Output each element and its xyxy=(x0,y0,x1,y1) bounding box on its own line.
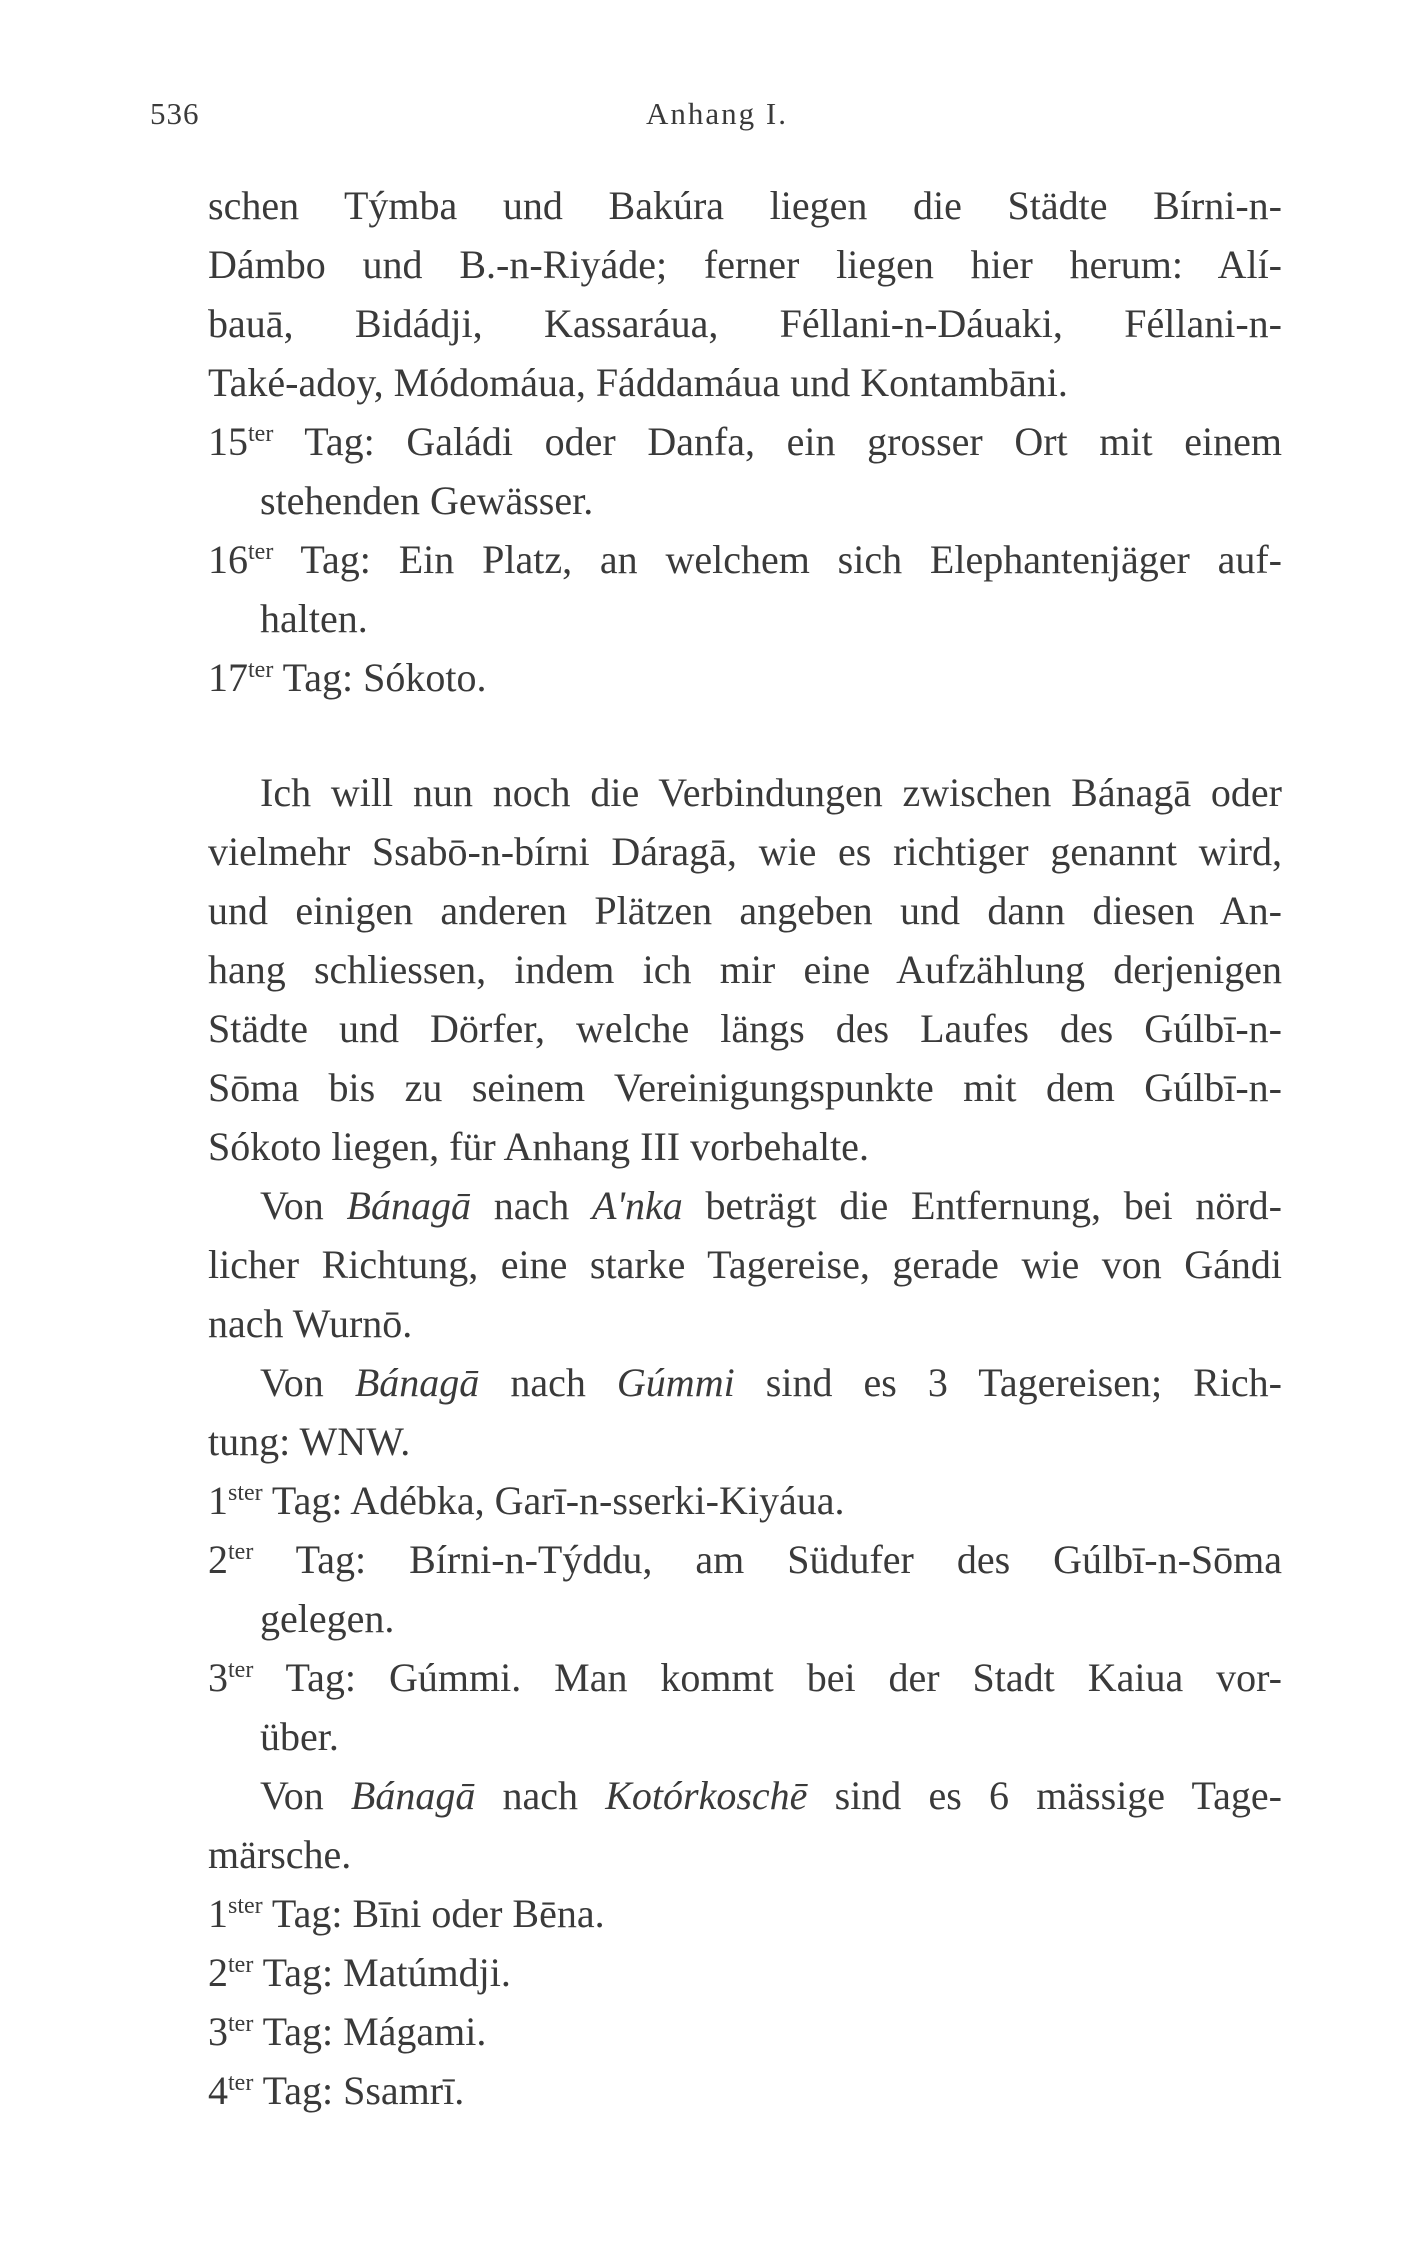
itinerary-entry-day-1 xyxy=(208,1884,1282,1943)
day-number: 15 xyxy=(208,419,248,464)
text-line: stehenden Gewässer. xyxy=(260,478,594,523)
entry-text: Tag: Gúmmi. Man kommt bei der Stadt Kaiua vor- xyxy=(253,1655,1282,1700)
ordinal-suffix: ter xyxy=(228,1539,254,1565)
itinerary-entry-day-16 xyxy=(208,530,1282,589)
entry-text: Tag: Adébka, Garī-n-sserki-Kiyáua. xyxy=(262,1478,845,1523)
ordinal-suffix: ster xyxy=(228,1893,263,1919)
text-line: gelegen. xyxy=(260,1596,395,1641)
text-line: licher Richtung, eine starke Tagereise, gerade wie von Gándi xyxy=(208,1242,1282,1287)
text-line: und einigen anderen Plätzen angeben und dann diesen An- xyxy=(208,888,1282,933)
entry-text: Tag: Sókoto. xyxy=(273,655,487,700)
day-number: 2 xyxy=(208,1950,228,1995)
ordinal-suffix: ter xyxy=(248,421,274,447)
entry-text: Tag: Bīni oder Bēna. xyxy=(262,1891,605,1936)
text-run: nach xyxy=(470,1183,593,1228)
text-run: Von xyxy=(260,1773,351,1818)
itinerary-entry-day-4 xyxy=(208,2061,1282,2120)
text-line: Také-adoy, Módomáua, Fáddamáua und Kontambāni. xyxy=(208,360,1068,405)
itinerary-entry-day-3 xyxy=(208,1648,1282,1707)
place-name: Kotórkoschē xyxy=(605,1773,808,1818)
day-number: 3 xyxy=(208,1655,228,1700)
ordinal-suffix: ster xyxy=(228,1480,263,1506)
entry-text: Tag: Matúmdji. xyxy=(253,1950,511,1995)
day-number: 16 xyxy=(208,537,248,582)
text-line: bauā, Bidádji, Kassaráua, Féllani-n-Dáuaki, Féllani-n- xyxy=(208,301,1282,346)
place-name: Bánagā xyxy=(346,1183,471,1228)
entry-text: Tag: Bírni-n-Týddu, am Südufer des Gúlbī-n-Sōma xyxy=(253,1537,1282,1582)
text-run: sind es 3 Tagereisen; Rich- xyxy=(734,1360,1282,1405)
text-run: nach xyxy=(479,1360,617,1405)
day-number: 2 xyxy=(208,1537,228,1582)
text-run: Von xyxy=(260,1360,355,1405)
text-run: beträgt die Entfernung, bei nörd- xyxy=(682,1183,1283,1228)
text-run: sind es 6 mässige Tage- xyxy=(807,1773,1282,1818)
itinerary-entry-day-1 xyxy=(208,1471,1282,1530)
day-number: 3 xyxy=(208,2009,228,2054)
text-line: schen Týmba und Bakúra liegen die Städte Bírni-n- xyxy=(208,183,1282,228)
route-heading-kotorkosche xyxy=(208,1766,1282,1825)
entry-text: Tag: Galádi oder Danfa, ein grosser Ort mit einem xyxy=(273,419,1282,464)
text-line: nach Wurnō. xyxy=(208,1301,413,1346)
text-line: Städte und Dörfer, welche längs des Laufes des Gúlbī-n- xyxy=(208,1006,1282,1051)
itinerary-entry-day-3 xyxy=(208,2002,1282,2061)
text-line: Ich will nun noch die Verbindungen zwischen Bánagā oder xyxy=(260,770,1282,815)
entry-text: Tag: Ssamrī. xyxy=(253,2068,465,2113)
body-text xyxy=(208,176,1282,2120)
route-heading-gummi xyxy=(208,1353,1282,1412)
ordinal-suffix: ter xyxy=(228,1657,254,1683)
place-name: Gúmmi xyxy=(616,1360,735,1405)
text-line: hang schliessen, indem ich mir eine Aufzählung derjenigen xyxy=(208,947,1282,992)
itinerary-entry-day-17 xyxy=(208,648,1282,707)
text-line: tung: WNW. xyxy=(208,1419,411,1464)
page-number: 536 xyxy=(150,96,200,131)
itinerary-entry-day-2 xyxy=(208,1530,1282,1589)
text-run: nach xyxy=(475,1773,606,1818)
day-number: 17 xyxy=(208,655,248,700)
text-run: Von xyxy=(260,1183,347,1228)
ordinal-suffix: ter xyxy=(248,539,274,565)
entry-text: Tag: Ein Platz, an welchem sich Elephantenjäger auf- xyxy=(273,537,1282,582)
day-number: 1 xyxy=(208,1891,228,1936)
text-line: märsche. xyxy=(208,1832,352,1877)
itinerary-entry-day-2 xyxy=(208,1943,1282,2002)
route-heading-anka xyxy=(208,1176,1282,1235)
entry-text: Tag: Mágami. xyxy=(253,2009,487,2054)
ordinal-suffix: ter xyxy=(228,2011,254,2037)
itinerary-entry-day-15 xyxy=(208,412,1282,471)
place-name: Bánagā xyxy=(354,1360,480,1405)
text-line: halten. xyxy=(260,596,368,641)
running-head xyxy=(150,96,1284,136)
text-line: Sōma bis zu seinem Vereinigungspunkte mit dem Gúlbī-n- xyxy=(208,1065,1282,1110)
text-line: vielmehr Ssabō-n-bírni Dáragā, wie es richtiger genannt wird, xyxy=(208,829,1282,874)
ordinal-suffix: ter xyxy=(228,1952,254,1978)
place-name: Bánagā xyxy=(350,1773,476,1818)
place-name: A'nka xyxy=(592,1183,683,1228)
day-number: 4 xyxy=(208,2068,228,2113)
day-number: 1 xyxy=(208,1478,228,1523)
running-title: Anhang I. xyxy=(646,96,788,131)
text-line: Sókoto liegen, für Anhang III vorbehalte. xyxy=(208,1124,869,1169)
ordinal-suffix: ter xyxy=(248,657,274,683)
section-gap xyxy=(208,707,1282,763)
ordinal-suffix: ter xyxy=(228,2070,254,2096)
text-line: Dámbo und B.-n-Riyáde; ferner liegen hier herum: Alí- xyxy=(208,242,1282,287)
text-line: über. xyxy=(260,1714,339,1759)
